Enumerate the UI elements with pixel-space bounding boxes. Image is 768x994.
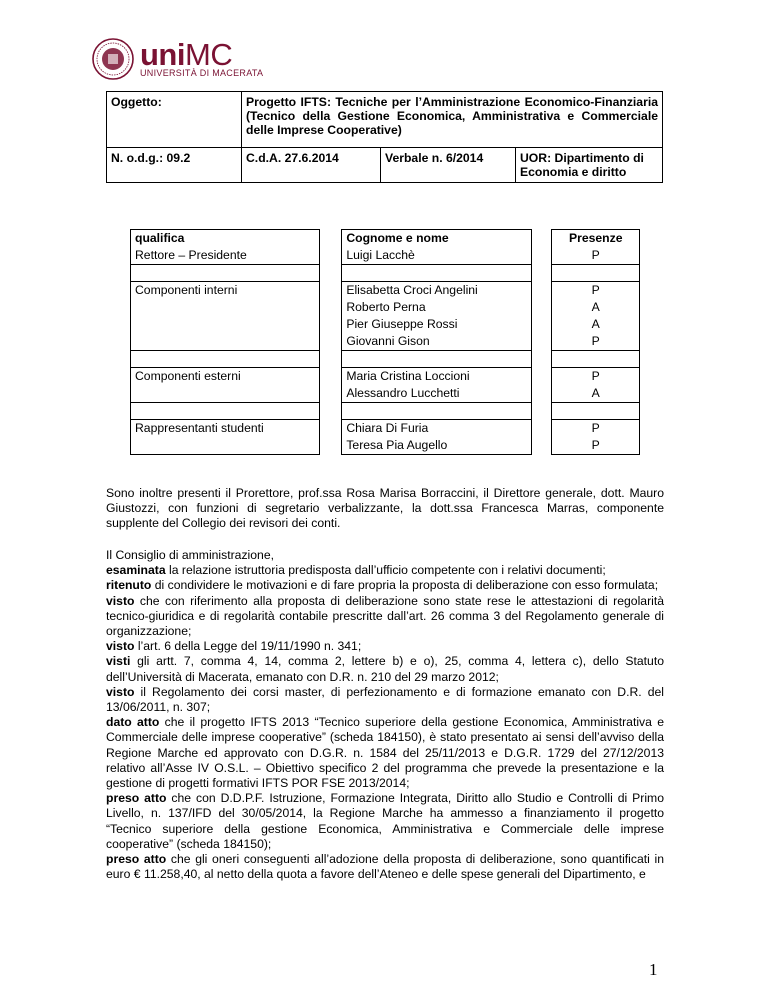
column-header-qualifica: qualifica	[131, 230, 320, 248]
member-name: Alessandro Lucchetti	[342, 385, 532, 403]
studenti-label: Rappresentanti studenti	[131, 420, 320, 438]
body-paragraph: preso atto che gli oneri conseguenti all’adozione della proposta di deliberazione, sono quantificati in euro € 11.258,40, al netto della quota a favore dell’Ateneo e delle spese generali del Dipartimento, e	[106, 852, 664, 882]
rettore-presence: P	[552, 247, 640, 265]
member-presence: A	[552, 316, 640, 333]
deliberation-body	[106, 548, 664, 882]
member-name: Chiara Di Furia	[342, 420, 532, 438]
member-presence: A	[552, 385, 640, 403]
oggetto-label: Oggetto:	[107, 92, 242, 148]
member-name: Pier Giuseppe Rossi	[342, 316, 532, 333]
verbale-number: Verbale n. 6/2014	[381, 148, 516, 183]
logo-wordmark: uniMC	[140, 37, 233, 72]
member-presence: A	[552, 299, 640, 316]
body-paragraph: ritenuto di condividere le motivazioni e di fare propria la proposta di deliberazione con esso formulata;	[106, 578, 659, 593]
body-paragraph: dato atto che il progetto IFTS 2013 “Tecnico superiore della gestione Economica, Amministrativa e Commerciale delle imprese cooperative” (scheda 184150), è stato presentato ai sensi dell’avviso della Regione Marche ed approvato con D.G.R. n. 1584 del 25/11/2013 e D.G.R. 1729 del 27/12/2013 relativo all’Asse IV O.S.L. – Obiettivo specifico 2 del programma che prevede la presentazione e la gestione di progetti formativi IFTS POR FSE 2013/2014;	[106, 715, 664, 791]
unimc-logo	[92, 38, 272, 82]
column-header-presenze: Presenze	[552, 230, 640, 248]
body-paragraph: visto l’art. 6 della Legge del 19/11/1990 n. 341;	[106, 639, 362, 654]
member-name: Teresa Pia Augello	[342, 437, 532, 455]
body-paragraph: preso atto che con D.D.P.F. Istruzione, Formazione Integrata, Diritto allo Studio e Controlli di Primo Livello, n. 137/IFD del 30/05/2014, la Regione Marche ha ammesso a finanziamento il progetto “Tecnico superiore della gestione Economica, Amministrativa e Commerciale delle imprese cooperative” (scheda 184150);	[106, 791, 664, 851]
rettore-name: Luigi Lacchè	[342, 247, 532, 265]
logo-subtitle: UNIVERSITÀ DI MACERATA	[140, 68, 264, 78]
opening-line: Il Consiglio di amministrazione,	[106, 548, 274, 562]
column-header-nome: Cognome e nome	[342, 230, 532, 248]
member-name: Roberto Perna	[342, 299, 532, 316]
oggetto-value: Progetto IFTS: Tecniche per l’Amministrazione Economico-Finanziaria (Tecnico della Gestione Economica, Amministrativa e Commerciale delle Imprese Cooperative)	[242, 92, 663, 148]
uor: UOR: Dipartimento di Economia e diritto	[516, 148, 663, 183]
member-name: Giovanni Gison	[342, 333, 532, 351]
body-paragraph: visti gli artt. 7, comma 4, 14, comma 2, lettere b) e o), 25, comma 4, lettera c), dello Statuto dell’Università di Macerata, emanato con D.R. n. 210 del 29 marzo 2012;	[106, 654, 664, 684]
members-table	[130, 229, 640, 455]
cda-date: C.d.A. 27.6.2014	[242, 148, 381, 183]
member-name: Maria Cristina Loccioni	[342, 368, 532, 386]
member-presence: P	[552, 333, 640, 351]
body-paragraph: visto il Regolamento dei corsi master, di perfezionamento e di formazione emanato con D.R. del 13/06/2011, n. 307;	[106, 684, 664, 715]
interni-label: Componenti interni	[131, 282, 320, 300]
member-presence: P	[552, 437, 640, 455]
body-paragraph: esaminata la relazione istruttoria predisposta dall’ufficio competente con i relativi documenti;	[106, 563, 606, 578]
intro-paragraph: Sono inoltre presenti il Prorettore, prof.ssa Rosa Marisa Borraccini, il Direttore generale, dott. Mauro Giustozzi, con funzioni di segretario verbalizzante, la dott.ssa Francesca Marras, componente supplente del Collegio dei revisori dei conti.	[106, 486, 664, 531]
rettore-role: Rettore – Presidente	[131, 247, 320, 265]
member-name: Elisabetta Croci Angelini	[342, 282, 532, 300]
body-paragraph: visto che con riferimento alla proposta di deliberazione sono state rese le attestazioni di regolarità tecnico-giuridica e di regolarità contabile prescritte dall’art. 26 comma 3 del Regolamento generale di organizzazione;	[106, 593, 664, 639]
page-number: 1	[649, 960, 658, 979]
header-table	[106, 91, 663, 183]
university-seal-icon	[92, 38, 134, 80]
esterni-label: Componenti esterni	[131, 368, 320, 386]
odg-number: N. o.d.g.: 09.2	[107, 148, 242, 183]
member-presence: P	[552, 420, 640, 438]
member-presence: P	[552, 282, 640, 300]
member-presence: P	[552, 368, 640, 386]
